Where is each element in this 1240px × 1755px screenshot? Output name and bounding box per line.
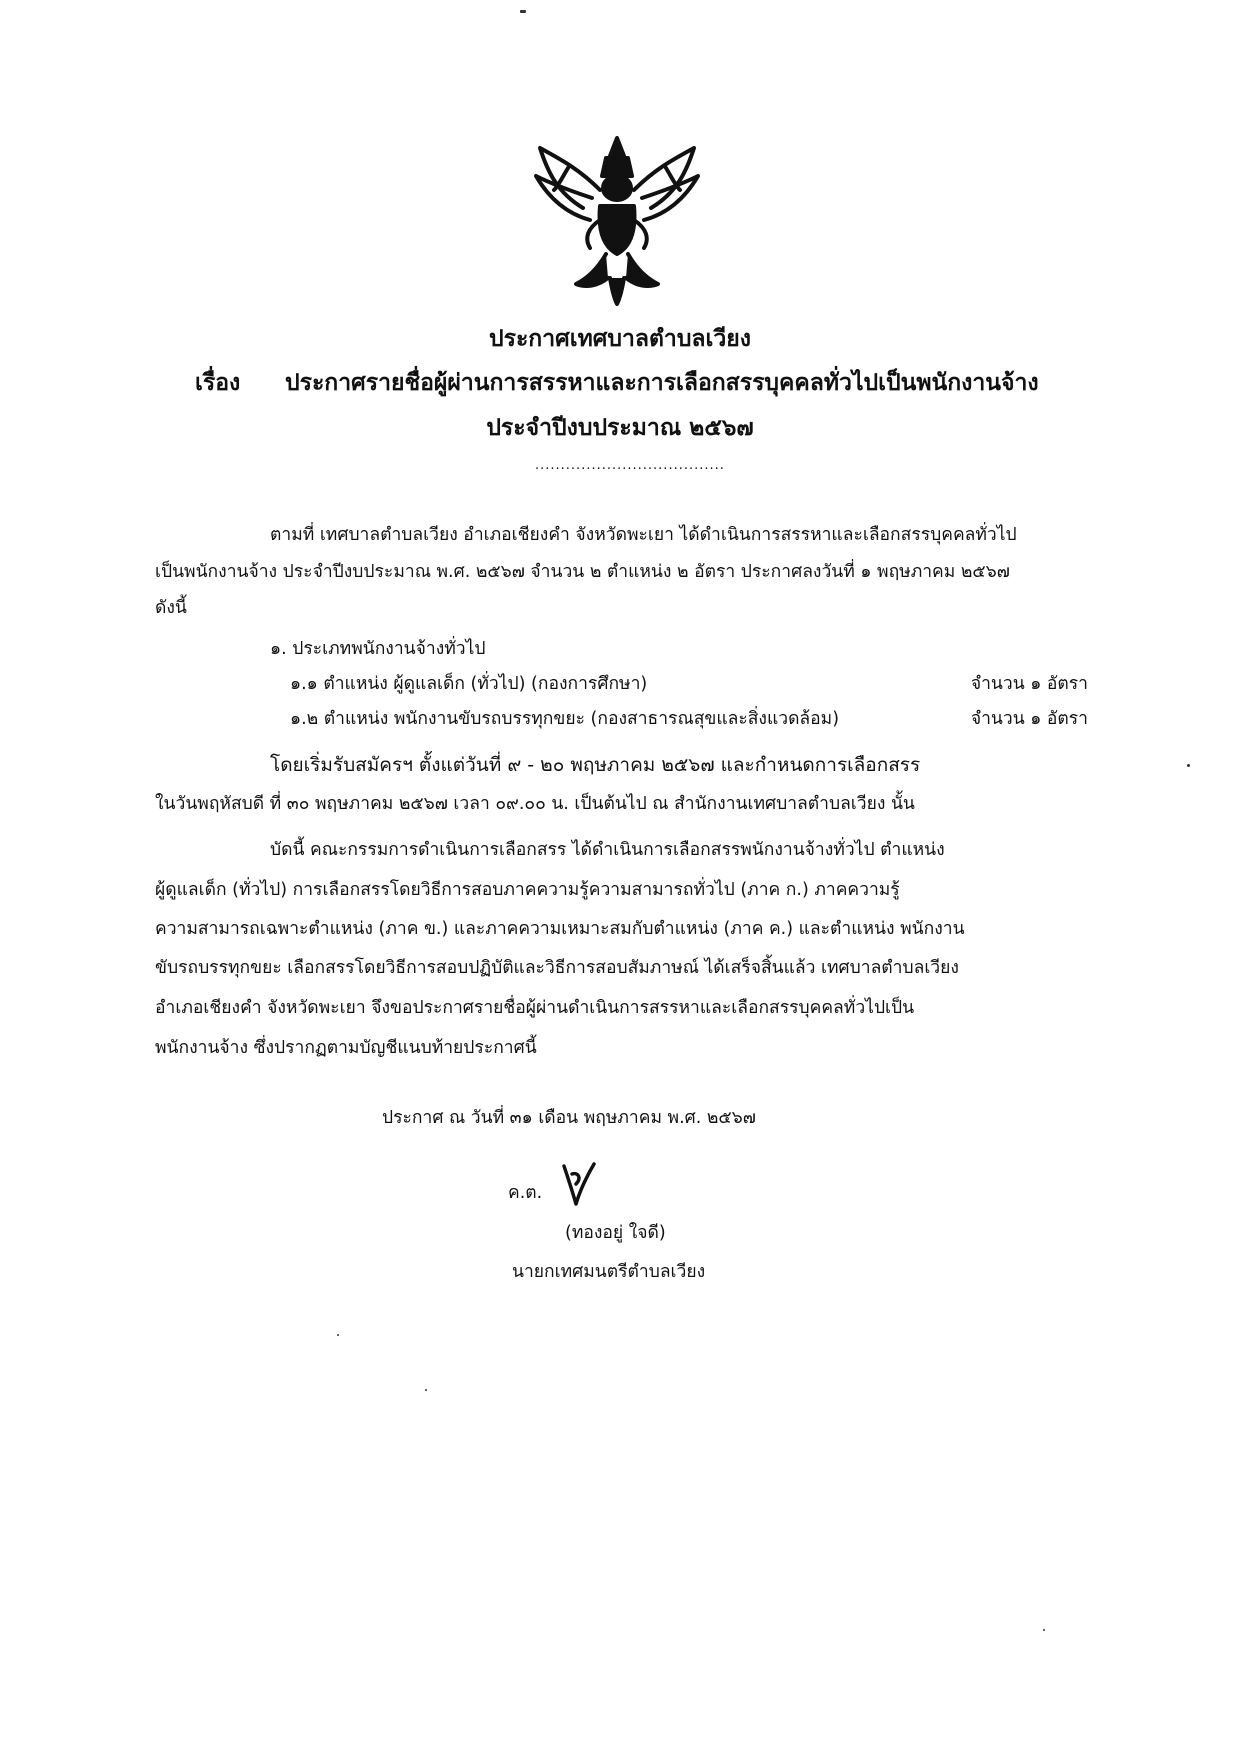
paragraph-2-line-2: ในวันพฤหัสบดี ที่ ๓๐ พฤษภาคม ๒๕๖๗ เวลา ๐๙.๐๐ น. เป็นต้นไป ณ สำนักงานเทศบาลตำบลเวียง นั้น bbox=[155, 794, 915, 814]
paragraph-3-line-4: ขับรถบรรทุกขยะ เลือกสรรโดยวิธีการสอบปฏิบัติและวิธีการสอบสัมภาษณ์ ได้เสร็จสิ้นแล้ว เทศบาลตำบลเวียง bbox=[155, 958, 959, 978]
employee-category: ๑. ประเภทพนักงานจ้างทั่วไป bbox=[270, 639, 486, 659]
position-item-1: ๑.๑ ตำแหน่ง ผู้ดูแลเด็ก (ทั่วไป) (กองการศึกษา) bbox=[290, 674, 648, 694]
scan-speck bbox=[520, 10, 526, 13]
subject-line-1: ประกาศรายชื่อผู้ผ่านการสรรหาและการเลือกสรรบุคคลทั่วไปเป็นพนักงานจ้าง bbox=[285, 370, 1039, 396]
position-item-2: ๑.๒ ตำแหน่ง พนักงานขับรถบรรทุกขยะ (กองสาธารณสุขและสิ่งแวดล้อม) bbox=[290, 709, 840, 729]
scan-speck bbox=[1187, 764, 1190, 767]
garuda-emblem-icon bbox=[528, 128, 706, 308]
paragraph-1-line-1: ตามที่ เทศบาลตำบลเวียง อำเภอเชียงคำ จังหวัดพะเยา ได้ดำเนินการสรรหาและเลือกสรรบุคคลทั่วไป bbox=[270, 525, 1017, 545]
paragraph-3-line-3: ความสามารถเฉพาะตำแหน่ง (ภาค ข.) และภาคความเหมาะสมกับตำแหน่ง (ภาค ค.) และตำแหน่ง พนักงาน bbox=[155, 919, 965, 939]
paragraph-1-line-2: เป็นพนักงานจ้าง ประจำปีงบประมาณ พ.ศ. ๒๕๖๗ จำนวน ๒ ตำแหน่ง ๒ อัตรา ประกาศลงวันที่ ๑ พฤษภาคม ๒๕๖๗ bbox=[155, 562, 1010, 582]
position-item-1-count: จำนวน ๑ อัตรา bbox=[970, 674, 1088, 694]
paragraph-3-line-6: พนักงานจ้าง ซึ่งปรากฏตามบัญชีแนบท้ายประกาศนี้ bbox=[155, 1038, 537, 1058]
scan-speck bbox=[425, 1389, 427, 1391]
handwritten-signature-icon bbox=[558, 1160, 598, 1210]
signature-prefix: ค.ต. bbox=[508, 1183, 543, 1203]
announcement-date: ประกาศ ณ วันที่ ๓๑ เดือน พฤษภาคม พ.ศ. ๒๕๖๗ bbox=[382, 1108, 756, 1128]
title-separator: ..................................... bbox=[535, 458, 725, 473]
announcement-title: ประกาศเทศบาลตำบลเวียง bbox=[488, 326, 751, 352]
paragraph-1-line-3: ดังนี้ bbox=[155, 598, 187, 618]
scan-speck bbox=[1043, 1629, 1045, 1631]
position-item-2-count: จำนวน ๑ อัตรา bbox=[970, 709, 1088, 729]
signer-name: (ทองอยู่ ใจดี) bbox=[565, 1223, 666, 1243]
scan-speck bbox=[337, 1334, 339, 1336]
subject-line-2: ประจำปีงบประมาณ ๒๕๖๗ bbox=[486, 415, 754, 441]
paragraph-2-line-1: โดยเริ่มรับสมัครฯ ตั้งแต่วันที่ ๙ - ๒๐ พฤษภาคม ๒๕๖๗ และกำหนดการเลือกสรร bbox=[270, 754, 921, 776]
paragraph-3-line-1: บัดนี้ คณะกรรมการดำเนินการเลือกสรร ได้ดำเนินการเลือกสรรพนักงานจ้างทั่วไป ตำแหน่ง bbox=[270, 840, 945, 860]
signer-title: นายกเทศมนตรีตำบลเวียง bbox=[512, 1262, 706, 1282]
paragraph-3-line-5: อำเภอเชียงคำ จังหวัดพะเยา จึงขอประกาศรายชื่อผู้ผ่านดำเนินการสรรหาและเลือกสรรบุคคลทั่วไปเป็น bbox=[155, 998, 915, 1018]
paragraph-3-line-2: ผู้ดูแลเด็ก (ทั่วไป) การเลือกสรรโดยวิธีการสอบภาคความรู้ความสามารถทั่วไป (ภาค ก.) ภาคความรู้ bbox=[155, 880, 900, 900]
subject-label: เรื่อง bbox=[195, 370, 241, 396]
